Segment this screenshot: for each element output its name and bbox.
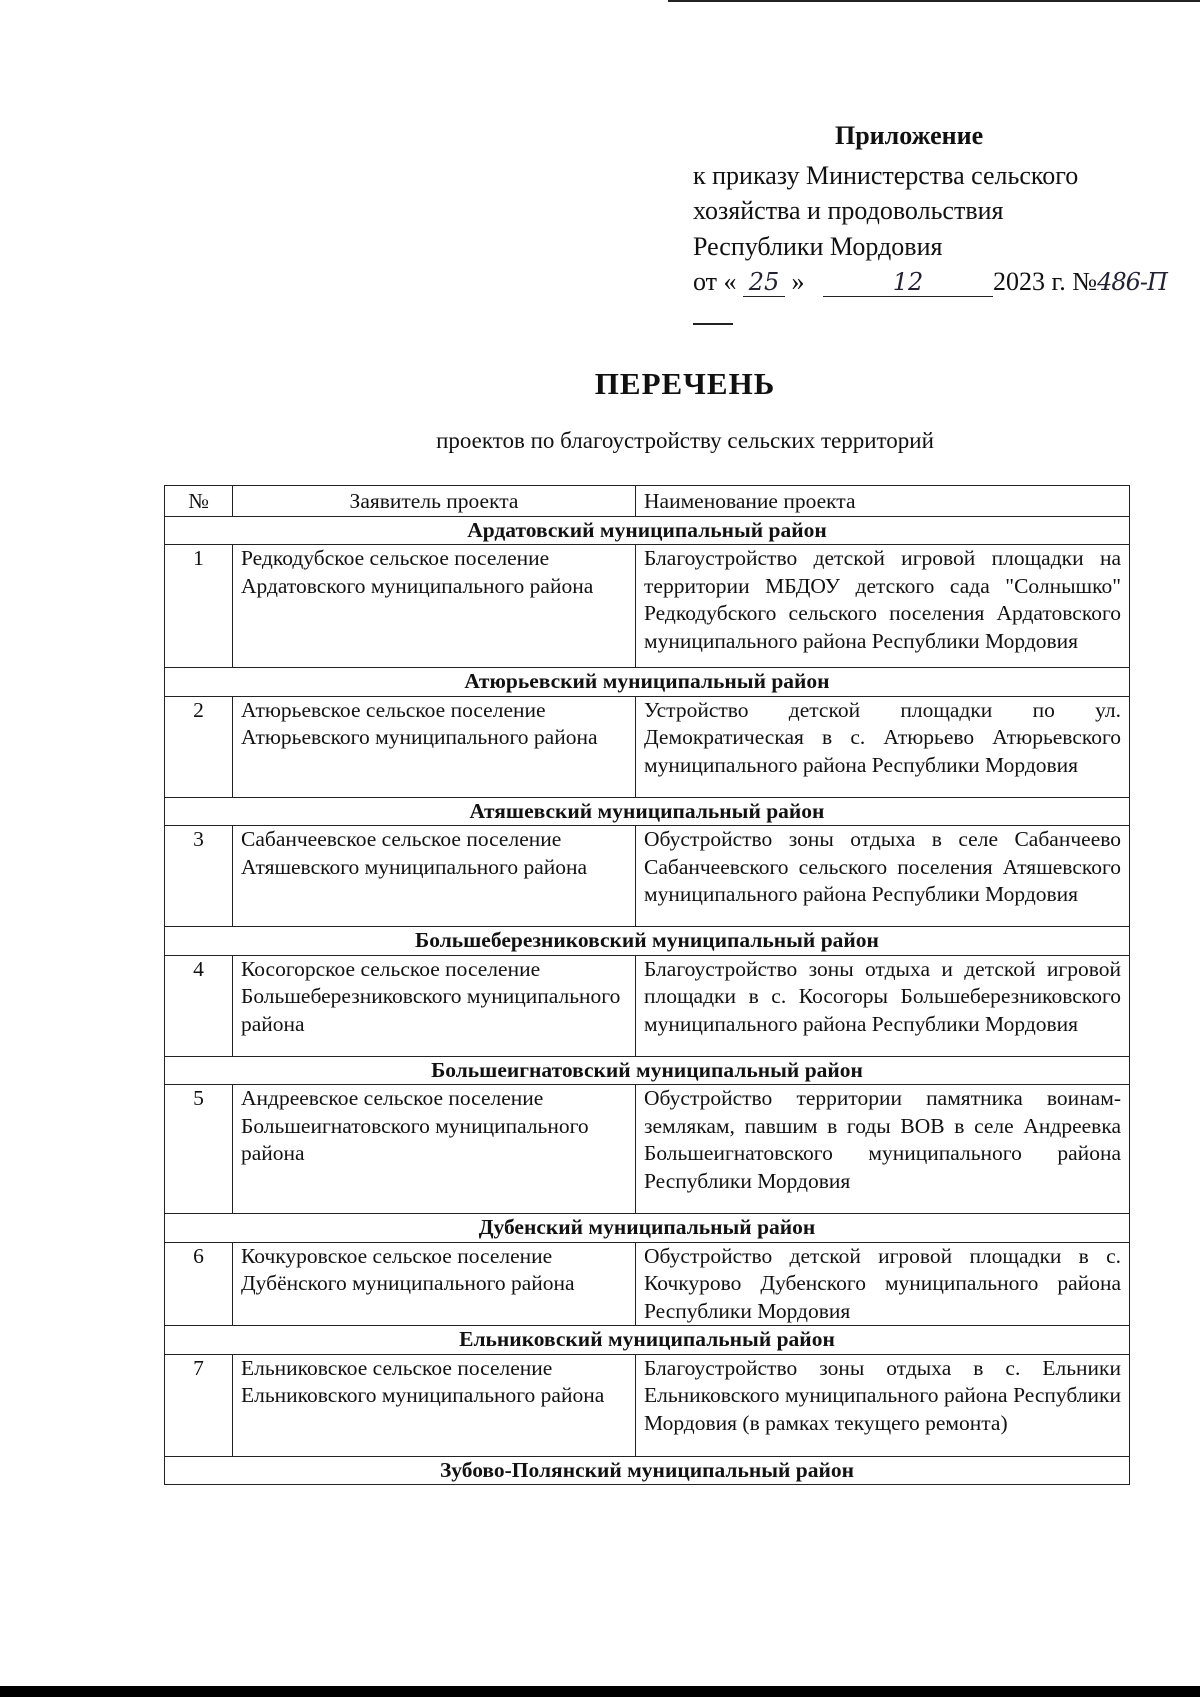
district-name: Ардатовский муниципальный район [165, 516, 1130, 545]
district-name: Атюрьевский муниципальный район [165, 668, 1130, 697]
applicant-cell: Ельниковское сельское поселение Ельниковского муниципального района [233, 1354, 636, 1456]
table-header-row [165, 486, 1130, 517]
district-row [165, 797, 1130, 826]
header-applicant: Заявитель проекта [233, 486, 636, 517]
applicant-cell: Косогорское сельское поселение Большеберезниковского муниципального района [233, 955, 636, 1056]
table-row [165, 1242, 1130, 1326]
row-number: 3 [165, 826, 233, 927]
applicant-cell: Кочкуровское сельское поселение Дубёнского муниципального района [233, 1242, 636, 1326]
table-row [165, 1354, 1130, 1456]
year-text: 2023 г. № [993, 267, 1098, 296]
project-name-cell: Обустройство зоны отдыха в селе Сабанчеево Сабанчеевского сельского поселения Атяшевского муниципального района Республики Мордовия [636, 826, 1130, 927]
district-name: Атяшевский муниципальный район [165, 797, 1130, 826]
project-name-cell: Благоустройство детской игровой площадки на территории МБДОУ детского сада "Солнышко" Редкодубского сельского поселения Ардатовского муниципального района Республики Мордовия [636, 545, 1130, 668]
document-title: ПЕРЕЧЕНЬ [594, 366, 776, 401]
district-row [165, 1056, 1130, 1085]
project-name-cell: Благоустройство зоны отдыха и детской игровой площадки в с. Косогоры Большеберезниковского муниципального района Республики Мордовия [636, 955, 1130, 1056]
appendix-block [693, 118, 1193, 300]
district-row [165, 516, 1130, 545]
projects-table [164, 485, 1130, 1485]
district-row [165, 1214, 1130, 1243]
row-number: 1 [165, 545, 233, 668]
order-date-line [693, 264, 1193, 300]
project-name-cell: Обустройство территории памятника воинам-землякам, павшим в годы ВОВ в селе Андреевка Большеигнатовского муниципального района Республики Мордовия [636, 1085, 1130, 1214]
district-name: Ельниковский муниципальный район [165, 1326, 1130, 1355]
appendix-line: к приказу Министерства сельского [693, 160, 1079, 190]
applicant-cell: Редкодубское сельское поселение Ардатовского муниципального района [233, 545, 636, 668]
table-row [165, 1085, 1130, 1214]
row-number: 5 [165, 1085, 233, 1214]
row-number: 4 [165, 955, 233, 1056]
header-number: № [165, 486, 233, 517]
applicant-cell: Сабанчеевское сельское поселение Атяшевского муниципального района [233, 826, 636, 927]
district-name: Большеигнатовский муниципальный район [165, 1056, 1130, 1085]
handwritten-order-number: 486-П [1097, 268, 1167, 296]
project-name-cell: Обустройство детской игровой площадки в с. Кочкурово Дубенского муниципального района Республики Мордовия [636, 1242, 1130, 1326]
table-row [165, 955, 1130, 1056]
row-number: 7 [165, 1354, 233, 1456]
district-row [165, 1326, 1130, 1355]
table-row [165, 545, 1130, 668]
district-name: Большеберезниковский муниципальный район [165, 927, 1130, 956]
appendix-title: Приложение [835, 121, 984, 150]
date-mid: » [791, 267, 805, 296]
project-name-cell: Устройство детской площадки по ул. Демократическая в с. Атюрьево Атюрьевского муниципального района Республики Мордовия [636, 696, 1130, 797]
table-row [165, 696, 1130, 797]
table-row [165, 826, 1130, 927]
scan-top-edge-line [668, 0, 1200, 2]
row-number: 2 [165, 696, 233, 797]
scan-bottom-edge-bar [0, 1686, 1200, 1697]
project-name-cell: Благоустройство зоны отдыха в с. Ельники Ельниковского муниципального района Республики Мордовия (в рамках текущего ремонта) [636, 1354, 1130, 1456]
appendix-line: Республики Мордовия [693, 231, 943, 261]
header-project-name: Наименование проекта [636, 486, 1130, 517]
district-row [165, 927, 1130, 956]
applicant-cell: Атюрьевское сельское поселение Атюрьевского муниципального района [233, 696, 636, 797]
district-name: Дубенский муниципальный район [165, 1214, 1130, 1243]
document-subtitle: проектов по благоустройству сельских территорий [436, 428, 934, 453]
applicant-cell: Андреевское сельское поселение Большеигнатовского муниципального района [233, 1085, 636, 1214]
district-row [165, 1456, 1130, 1485]
row-number: 6 [165, 1242, 233, 1326]
handwritten-day: 25 [743, 268, 785, 297]
district-row [165, 668, 1130, 697]
handwritten-month: 12 [823, 268, 993, 297]
date-prefix: от « [693, 267, 737, 296]
dash-line [693, 323, 733, 325]
appendix-line: хозяйства и продовольствия [693, 196, 1004, 225]
district-name: Зубово-Полянский муниципальный район [165, 1456, 1130, 1485]
